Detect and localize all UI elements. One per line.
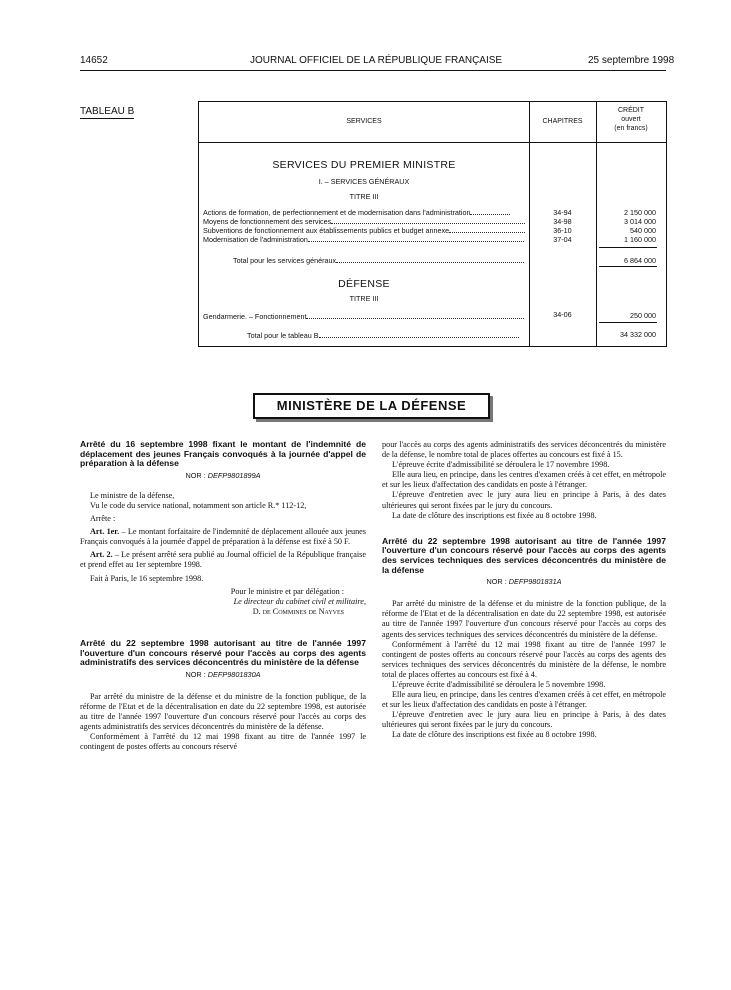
budget-table <box>198 101 667 347</box>
table-row-chapitre: 34-98 <box>553 217 572 226</box>
right-column <box>382 440 666 741</box>
table-row-credit: 2 150 000 <box>624 208 656 217</box>
article-title: Arrêté du 22 septembre 1998 autorisant au titre de l'année 1997 l'ouverture d'un concours réservé pour l'accès au corps des agents administratifs des services déconcentrés du ministère de la défense <box>80 637 366 668</box>
header-chapitres: CHAPITRES <box>542 118 583 125</box>
header-services: SERVICES <box>346 118 382 125</box>
table-row-credit: 540 000 <box>630 226 656 235</box>
table-row-chapitre: 34-06 <box>553 310 572 319</box>
total-value: 6 864 000 <box>624 256 656 265</box>
article-1: Art. 1er. – Le montant forfaitaire de l'indemnité de déplacement allouée aux jeunes Français convoqués à la journée d'appel de préparation à la défense est fixé à 50 F. <box>80 527 366 547</box>
article-title: Arrêté du 16 septembre 1998 fixant le montant de l'indemnité de déplacement des jeunes Français convoqués à la journée d'appel de préparation à la défense <box>80 439 366 469</box>
subtotal-rule <box>599 247 657 248</box>
signature-name: D. de Commines de Nayves <box>252 606 344 616</box>
table-row-label: Actions de formation, de perfectionnement et de modernisation dans l'administration <box>203 208 525 217</box>
section-title: DÉFENSE <box>338 278 390 290</box>
section-title: SERVICES DU PREMIER MINISTRE <box>272 159 456 171</box>
total-label: Total pour le tableau B <box>247 331 525 340</box>
table-row-credit: 3 014 000 <box>624 217 656 226</box>
table-row-label: Subventions de fonctionnement aux établissements publics et budget annexe <box>203 226 525 235</box>
total-value: 34 332 000 <box>620 330 656 339</box>
table-row-credit: 1 160 000 <box>624 235 656 244</box>
section-titre: TITRE III <box>349 294 379 303</box>
paragraph: L'épreuve écrite d'admissibilité se déroulera le 5 novembre 1998. <box>392 679 606 689</box>
section-subtitle: I. – SERVICES GÉNÉRAUX <box>318 177 410 186</box>
paragraph: L'épreuve d'entretien avec le jury aura lieu en principe à Paris, à des dates ultérieures qui seront fixées par le jury du concours. <box>382 710 666 730</box>
nor-reference: NOR : DEFP9801831A <box>486 577 562 587</box>
nor-reference: NOR : DEFP9801899A <box>185 470 261 480</box>
header-rule <box>80 70 666 71</box>
table-row-label: Moyens de fonctionnement des services <box>203 217 525 226</box>
paragraph: L'épreuve écrite d'admissibilité se déroulera le 17 novembre 1998. <box>392 460 610 470</box>
left-column <box>80 440 366 752</box>
table-row-credit: 250 000 <box>630 311 656 320</box>
paragraph: Par arrêté du ministre de la défense et du ministre de la fonction publique, de la réforme de l'Etat et de la décentralisation en date du 22 septembre 1998, est autorisée au titre de l'année 1997 l'ouverture d'un concours réservé pour l'accès au corps des agents des services techniques des services déconcentrés du ministère de la défense. <box>382 599 666 639</box>
paragraph: La date de clôture des inscriptions est fixée au 8 octobre 1998. <box>392 730 597 740</box>
subtotal-rule <box>599 322 657 323</box>
journal-title: JOURNAL OFFICIEL DE LA RÉPUBLIQUE FRANÇAISE <box>250 55 503 66</box>
paragraph: Elle aura lieu, en principe, dans les centres d'examen créés à cet effet, en métropole et sur les lieux d'affectation des candidats en poste à l'étranger. <box>382 470 666 490</box>
table-label: TABLEAU B <box>80 106 135 117</box>
table-row-label: Modernisation de l'administration <box>203 235 525 244</box>
signature-title: Le directeur du cabinet civil et militaire, <box>233 596 366 606</box>
table-header-rule <box>199 142 666 143</box>
section-titre: TITRE III <box>349 192 379 201</box>
total-label: Total pour les services généraux <box>233 256 525 265</box>
header-credit-ouvert: ouvert <box>621 116 641 123</box>
paragraph: Vu le code du service national, notamment son article R.* 112-12, <box>90 500 307 510</box>
paragraph: Le ministre de la défense, <box>90 490 175 500</box>
paragraph: Conformément à l'arrêté du 12 mai 1998 fixant au titre de l'année 1997 le contingent de postes offerts au concours réservé <box>80 732 366 752</box>
paragraph: pour l'accès au corps des agents administratifs des services déconcentrés du ministère de la défense, le nombre total de places offertes au concours est fixé à 15. <box>382 440 666 460</box>
header-credit-unit: (en francs) <box>614 125 648 132</box>
page-number: 14652 <box>80 55 108 66</box>
table-row-chapitre: 34-94 <box>553 208 572 217</box>
paragraph: La date de clôture des inscriptions est fixée au 8 octobre 1998. <box>392 510 597 520</box>
nor-reference: NOR : DEFP9801830A <box>185 669 261 679</box>
article-2: Art. 2. – Le présent arrêté sera publié au Journal officiel de la République française et prend effet au 1er septembre 1998. <box>80 550 366 570</box>
paragraph: Elle aura lieu, en principe, dans les centres d'examen créés à cet effet, en métropole et sur les lieux d'affectation des candidats en poste à l'étranger. <box>382 690 666 710</box>
paragraph: Par arrêté du ministre de la défense et du ministre de la fonction publique, de la réforme de l'Etat et de la décentralisation en date du 22 septembre 1998, est autorisée au titre de l'année 1997 l'ouverture d'un concours réservé pour l'accès au corps des agents administratifs des services déconcentrés du ministère de la défense. <box>80 691 366 732</box>
article-title: Arrêté du 22 septembre 1998 autorisant au titre de l'année 1997 l'ouverture d'un concours réservé pour l'accès au corps des agents des services techniques des services déconcentrés du ministère de la défense <box>382 535 666 575</box>
header-credit: CRÉDIT <box>617 107 645 114</box>
table-row-chapitre: 37-04 <box>553 235 572 244</box>
issue-date: 25 septembre 1998 <box>588 55 675 66</box>
ministry-title: MINISTÈRE DE LA DÉFENSE <box>253 393 490 419</box>
table-row-label: Gendarmerie. – Fonctionnement <box>203 312 525 321</box>
paragraph: L'épreuve d'entretien avec le jury aura lieu en principe à Paris, à des dates ultérieures qui seront fixées par le jury du concours. <box>382 490 666 510</box>
paragraph: Arrête : <box>90 514 116 524</box>
table-row-chapitre: 36-10 <box>553 226 572 235</box>
signature-date: Fait à Paris, le 16 septembre 1998. <box>90 573 204 583</box>
subtotal-rule <box>599 266 657 267</box>
signature-line: Pour le ministre et par délégation : <box>230 586 344 596</box>
paragraph: Conformément à l'arrêté du 12 mai 1998 fixant au titre de l'année 1997 le contingent de postes offerts au concours réservé pour l'accès au corps des agents des services techniques des services déconcentrés du ministère de la défense, le nombre total de places offertes au concours est fixé à 4. <box>382 639 666 679</box>
